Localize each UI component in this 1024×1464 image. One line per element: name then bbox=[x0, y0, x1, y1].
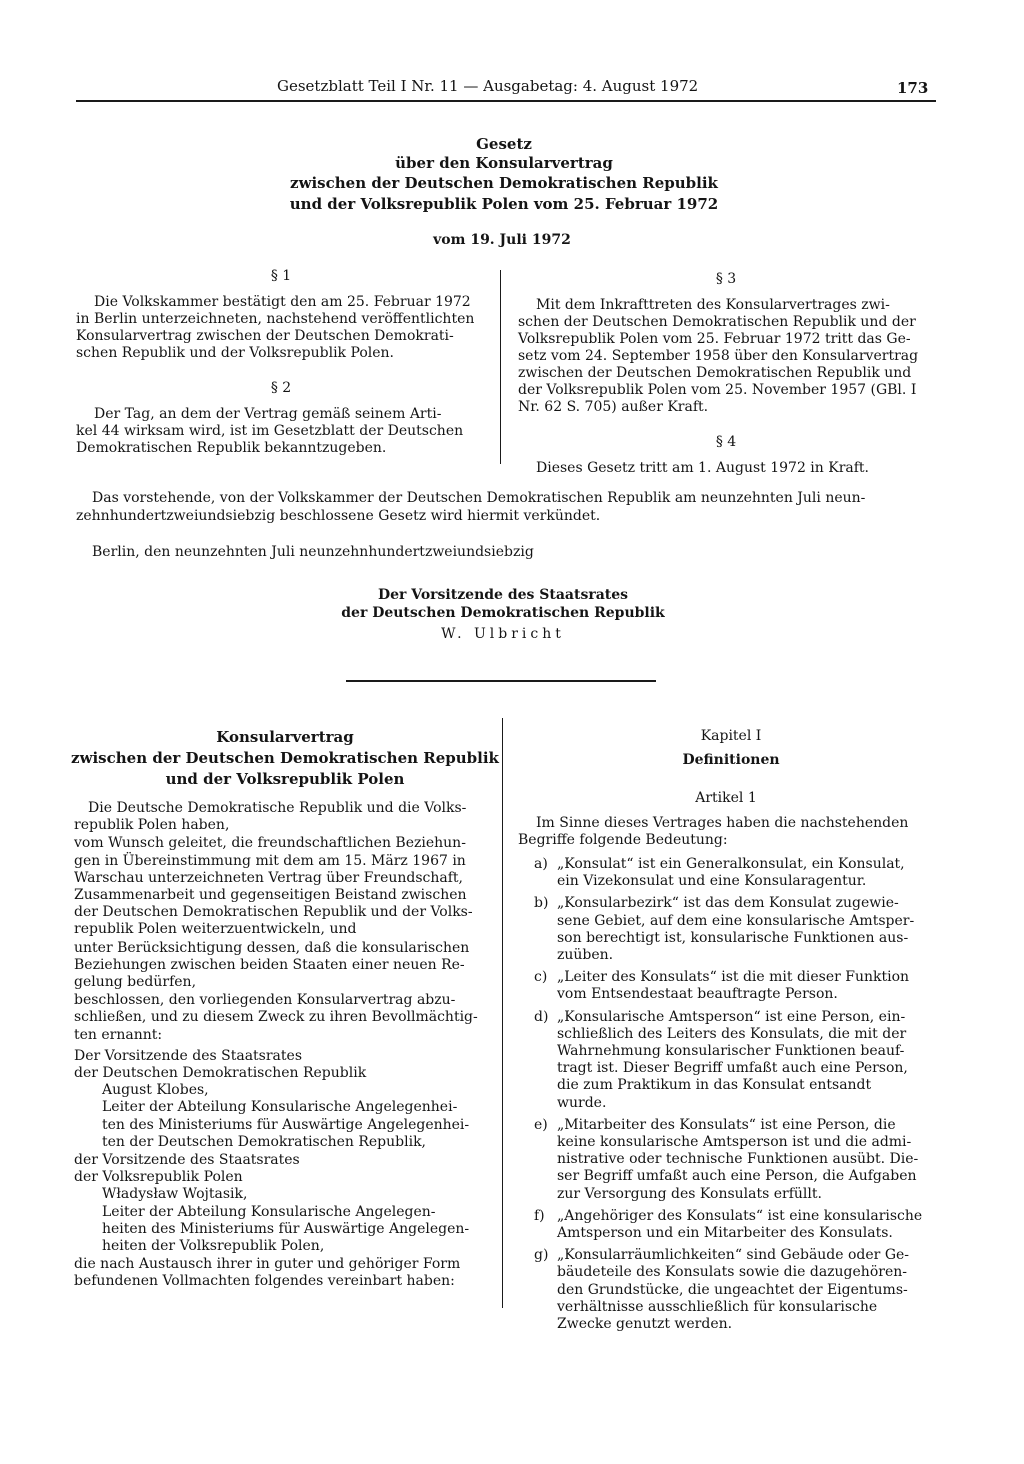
paragraph-heading: § 4 bbox=[715, 434, 737, 450]
preamble-line: ten des Ministeriums für Auswärtige Angelegenhei- bbox=[102, 1116, 470, 1133]
definition-line: „Konsularbezirk“ ist das dem Konsulat zugewie- bbox=[557, 895, 899, 912]
preamble-line: Die Deutsche Demokratische Republik und die Volks- bbox=[88, 800, 467, 816]
definition-line: „Angehöriger des Konsulats“ ist eine konsularische bbox=[557, 1207, 923, 1224]
definition-line: nistrative oder technische Funktionen ausübt. Die- bbox=[557, 1151, 919, 1168]
preamble-line: August Klobes, bbox=[102, 1082, 209, 1099]
signatory-line: Der Vorsitzende des Staatsrates bbox=[377, 587, 629, 603]
paragraph-line: der Volksrepublik Polen vom 25. November 1957 (GBl. I bbox=[518, 382, 917, 398]
column-divider bbox=[500, 270, 501, 464]
preamble-line: Zusammenarbeit und gegenseitigen Beistand zwischen bbox=[74, 887, 467, 903]
definition-line: tragt ist. Dieser Begriff umfaßt auch eine Person, bbox=[557, 1060, 908, 1077]
article-intro-line: Begriffe folgende Bedeutung: bbox=[518, 832, 728, 848]
preamble-line: Leiter der Abteilung Konsularische Angelegen- bbox=[102, 1203, 436, 1220]
preamble-line: vom Wunsch geleitet, die freundschaftlichen Beziehun- bbox=[74, 835, 466, 852]
definition-line: Zwecke genutzt werden. bbox=[557, 1316, 733, 1332]
definition-label: b) bbox=[534, 895, 549, 912]
preamble-line: Władysław Wojtasik, bbox=[102, 1186, 248, 1203]
chapter-number: Kapitel I bbox=[700, 728, 762, 744]
preamble-line: Beziehungen zwischen beiden Staaten einer neuen Re- bbox=[74, 956, 465, 973]
definition-line: „Konsularische Amtsperson“ ist eine Person, ein- bbox=[557, 1008, 906, 1025]
definition-label: d) bbox=[534, 1008, 549, 1025]
preamble-line: unter Berücksichtigung dessen, daß die konsularischen bbox=[74, 939, 470, 956]
preamble-line: heiten des Ministeriums für Auswärtige Angelegen- bbox=[102, 1220, 470, 1237]
signature: W. Ulbricht bbox=[441, 626, 565, 642]
paragraph-line: schen Republik und der Volksrepublik Polen. bbox=[76, 345, 395, 361]
paragraph-line: in Berlin unterzeichneten, nachstehend veröffentlichten bbox=[76, 311, 475, 327]
preamble-line: Der Vorsitzende des Staatsrates bbox=[74, 1047, 302, 1064]
definition-label: a) bbox=[534, 856, 548, 872]
definition-line: wurde. bbox=[557, 1094, 607, 1111]
paragraph-line: Volksrepublik Polen vom 25. Februar 1972 tritt das Ge- bbox=[518, 331, 911, 347]
preamble-line: Leiter der Abteilung Konsularische Angelegenhei- bbox=[102, 1099, 458, 1116]
signatory-line: der Deutschen Demokratischen Republik bbox=[341, 605, 665, 621]
paragraph-line: Dieses Gesetz tritt am 1. August 1972 in Kraft. bbox=[536, 460, 870, 476]
paragraph-heading: § 2 bbox=[270, 380, 292, 396]
definition-line: zur Versorgung des Konsulats erfüllt. bbox=[557, 1185, 822, 1202]
preamble-line: der Deutschen Demokratischen Republik und der Volks- bbox=[74, 904, 473, 921]
definition-line: sene Gebiet, auf dem eine konsularische Amtsper- bbox=[557, 912, 915, 929]
paragraph-heading: § 3 bbox=[715, 271, 737, 287]
definition-line: Wahrnehmung konsularischer Funktionen beauf- bbox=[557, 1043, 905, 1059]
preamble-line: beschlossen, den vorliegenden Konsularvertrag abzu- bbox=[74, 992, 456, 1009]
preamble-line: republik Polen haben, bbox=[74, 817, 230, 834]
paragraph-line: Mit dem Inkrafttreten des Konsularvertrages zwi- bbox=[536, 297, 890, 313]
treaty-title-line: zwischen der Deutschen Demokratischen Republik bbox=[71, 749, 499, 767]
preamble-line: der Vorsitzende des Staatsrates bbox=[74, 1152, 300, 1168]
preamble-line: republik Polen weiterzuentwickeln, und bbox=[74, 921, 357, 938]
definition-line: zuüben. bbox=[557, 947, 614, 963]
definition-line: die zum Praktikum in das Konsulat entsandt bbox=[557, 1077, 872, 1094]
law-title-line: zwischen der Deutschen Demokratischen Republik bbox=[290, 174, 718, 192]
preamble-line: ten der Deutschen Demokratischen Republik, bbox=[102, 1133, 427, 1150]
preamble-line: der Volksrepublik Polen bbox=[74, 1169, 243, 1186]
law-date: vom 19. Juli 1972 bbox=[433, 232, 571, 248]
chapter-title: Definitionen bbox=[682, 752, 780, 768]
law-title-line: Gesetz bbox=[476, 135, 532, 153]
preamble-line: befundenen Vollmachten folgendes vereinbart haben: bbox=[74, 1273, 455, 1290]
preamble-line: gelung bedürfen, bbox=[74, 974, 197, 990]
paragraph-line: Nr. 62 S. 705) außer Kraft. bbox=[518, 399, 709, 415]
definition-line: bäudeteile des Konsulats sowie die dazugehören- bbox=[557, 1264, 907, 1281]
running-title: Gesetzblatt Teil I Nr. 11 — Ausgabetag: 4. August 1972 bbox=[277, 77, 699, 95]
law-title-line: und der Volksrepublik Polen vom 25. Februar 1972 bbox=[289, 195, 719, 213]
definition-line: vom Entsendestaat beauftragte Person. bbox=[557, 986, 838, 1003]
definition-label: e) bbox=[534, 1116, 548, 1133]
preamble-line: Warschau unterzeichneten Vertrag über Freundschaft, bbox=[74, 869, 463, 886]
treaty-title-line: und der Volksrepublik Polen bbox=[165, 770, 405, 788]
definition-line: ein Vizekonsulat und eine Konsularagentur. bbox=[557, 873, 867, 890]
place-date: Berlin, den neunzehnten Juli neunzehnhundertzweiundsiebzig bbox=[92, 544, 534, 560]
preamble-line: gen in Übereinstimmung mit dem am 15. März 1967 in bbox=[74, 852, 466, 869]
definition-line: schließlich des Leiters des Konsulats, die mit der bbox=[557, 1025, 907, 1042]
definition-label: c) bbox=[534, 969, 548, 986]
definition-line: „Leiter des Konsulats“ ist die mit dieser Funktion bbox=[557, 969, 910, 986]
paragraph-line: Die Volkskammer bestätigt den am 25. Februar 1972 bbox=[94, 294, 471, 310]
definition-line: „Konsularräumlichkeiten“ sind Gebäude oder Ge- bbox=[557, 1247, 910, 1264]
preamble-line: ten ernannt: bbox=[74, 1026, 163, 1043]
definition-line: „Konsulat“ ist ein Generalkonsulat, ein Konsulat, bbox=[557, 856, 905, 872]
paragraph-line: setz vom 24. September 1958 über den Konsularvertrag bbox=[518, 348, 919, 364]
promulgation-line: zehnhundertzweiundsiebzig beschlossene Gesetz wird hiermit verkündet. bbox=[76, 508, 601, 524]
header-rule bbox=[76, 100, 936, 102]
paragraph-line: Der Tag, an dem der Vertrag gemäß seinem Arti- bbox=[94, 406, 442, 422]
treaty-title-line: Konsularvertrag bbox=[216, 728, 354, 746]
article-heading: Artikel 1 bbox=[695, 790, 757, 806]
preamble-line: die nach Austausch ihrer in guter und gehöriger Form bbox=[74, 1256, 461, 1273]
definition-line: ser Begriff umfaßt auch eine Person, die Aufgaben bbox=[557, 1168, 917, 1185]
law-title-line: über den Konsularvertrag bbox=[395, 154, 613, 172]
preamble-line: der Deutschen Demokratischen Republik bbox=[74, 1065, 367, 1081]
paragraph-line: zwischen der Deutschen Demokratischen Republik und bbox=[518, 365, 912, 381]
definition-line: den Grundstücke, die ungeachtet der Eigentums- bbox=[557, 1281, 908, 1298]
paragraph-line: kel 44 wirksam wird, ist im Gesetzblatt der Deutschen bbox=[76, 423, 464, 439]
definition-line: Amtsperson und ein Mitarbeiter des Konsulats. bbox=[557, 1225, 893, 1241]
paragraph-line: Demokratischen Republik bekanntzugeben. bbox=[76, 440, 387, 456]
definition-line: „Mitarbeiter des Konsulats“ ist eine Person, die bbox=[557, 1116, 896, 1133]
definition-line: son berechtigt ist, konsularische Funktionen aus- bbox=[557, 929, 909, 946]
preamble-line: heiten der Volksrepublik Polen, bbox=[102, 1238, 325, 1254]
definition-label: g) bbox=[534, 1247, 549, 1264]
page-number: 173 bbox=[897, 79, 929, 97]
definition-label: f) bbox=[534, 1207, 545, 1224]
preamble-line: schließen, und zu diesem Zweck zu ihren Bevollmächtig- bbox=[74, 1009, 478, 1026]
paragraph-heading: § 1 bbox=[270, 268, 292, 284]
definition-line: verhältnisse ausschließlich für konsularische bbox=[557, 1298, 878, 1315]
definition-line: keine konsularische Amtsperson ist und die admi- bbox=[557, 1134, 912, 1150]
promulgation-line: Das vorstehende, von der Volkskammer der Deutschen Demokratischen Republik am neunzehnten Juli neun- bbox=[92, 490, 866, 506]
article-intro-line: Im Sinne dieses Vertrages haben die nachstehenden bbox=[536, 815, 909, 831]
paragraph-line: Konsularvertrag zwischen der Deutschen Demokrati- bbox=[76, 328, 454, 344]
column-divider bbox=[502, 718, 503, 1308]
section-separator bbox=[346, 680, 656, 682]
paragraph-line: schen der Deutschen Demokratischen Republik und der bbox=[518, 314, 916, 330]
